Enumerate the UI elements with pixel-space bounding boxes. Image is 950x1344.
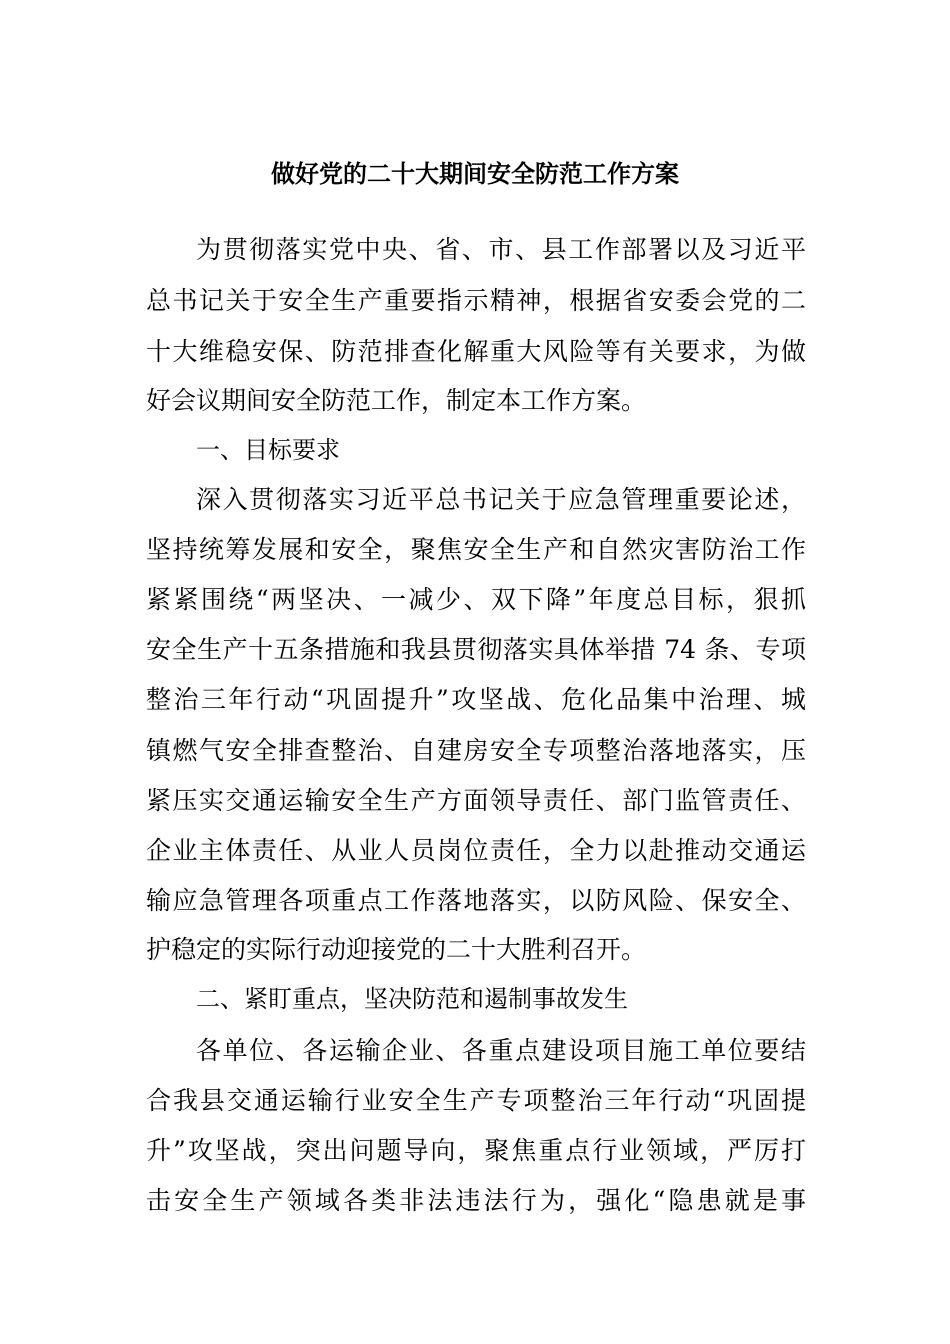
intro-line: 总书记关于安全生产重要指示精神，根据省安委会党的二 bbox=[146, 286, 806, 315]
section2-line: 各单位、各运输企业、各重点建设项目施工单位要结 bbox=[196, 1036, 806, 1065]
section1-line: 安全生产十五条措施和我县贯彻落实具体举措 74 条、专项 bbox=[146, 635, 806, 664]
section-heading: 一、目标要求 bbox=[196, 436, 340, 464]
section2-line: 击安全生产领域各类非法违法行为，强化“隐患就是事 bbox=[146, 1186, 806, 1215]
section1-line: 紧压实交通运输安全生产方面领导责任、部门监管责任、 bbox=[146, 786, 806, 815]
section-heading: 二、紧盯重点，坚决防范和遏制事故发生 bbox=[196, 985, 628, 1013]
section1-line: 整治三年行动“巩固提升”攻坚战、危化品集中治理、城 bbox=[146, 685, 806, 714]
intro-line: 为贯彻落实党中央、省、市、县工作部署以及习近平 bbox=[196, 235, 806, 264]
section2-line: 合我县交通运输行业安全生产专项整治三年行动“巩固提 bbox=[146, 1086, 806, 1115]
section1-line: 坚持统筹发展和安全，聚焦安全生产和自然灾害防治工作 bbox=[146, 535, 806, 564]
section1-line: 企业主体责任、从业人员岗位责任，全力以赴推动交通运 bbox=[146, 836, 806, 865]
section2-line: 升”攻坚战，突出问题导向，聚焦重点行业领域，严厉打 bbox=[146, 1136, 806, 1165]
document-title: 做好党的二十大期间安全防范工作方案 bbox=[271, 159, 679, 188]
section1-line: 输应急管理各项重点工作落地落实，以防风险、保安全、 bbox=[146, 886, 806, 915]
section1-line: 镇燃气安全排查整治、自建房安全专项整治落地落实，压 bbox=[146, 736, 806, 765]
intro-line: 十大维稳安保、防范排查化解重大风险等有关要求，为做 bbox=[146, 337, 806, 366]
section1-line: 护稳定的实际行动迎接党的二十大胜利召开。 bbox=[146, 935, 647, 964]
section1-line: 深入贯彻落实习近平总书记关于应急管理重要论述， bbox=[196, 485, 806, 514]
intro-line: 好会议期间安全防范工作，制定本工作方案。 bbox=[146, 386, 647, 415]
section1-line: 紧紧围绕“两坚决、一减少、双下降”年度总目标，狠抓 bbox=[146, 585, 806, 614]
